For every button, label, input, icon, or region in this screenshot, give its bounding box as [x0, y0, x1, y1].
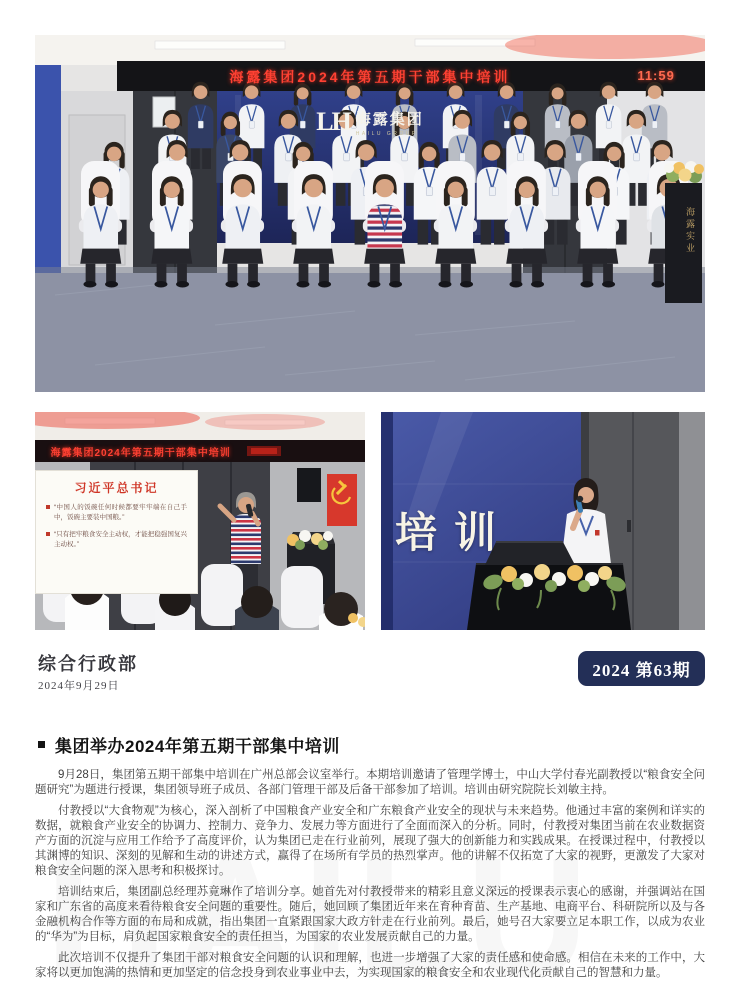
paragraph-1: 9月28日，集团第五期干部集中培训在广州总部会议室举行。本期培训邀请了管理学博士，中山大学付春光副教授以“粮食安全问题研究”为题进行授课，集团领导班子成员、各部门管理干部及后备干部参加了培训。培训由研究院院长刘敏主持。	[35, 769, 705, 796]
logo-monogram: LH	[316, 107, 350, 136]
party-flag	[327, 474, 357, 526]
screen-logo	[316, 107, 424, 137]
paragraph-2: 付教授以“大食物观”为核心，深入剖析了中国粮食产业安全和广东粮食产业安全的现状与未来趋势。他通过丰富的案例和详实的数据，就粮食产业安全的协调力、控制力、竞争力、发展力等方面进行了全面而深入的分析。同时，付教授对集团当前在农业数据资产方面的沉淀与应用工作给予了高度评价，认为集团已走在行业前列，展现了强大的创新能力和实践成果。在授课过程中，付教授以其渊博的知识、深刻的见解和生动的讲述方式，赢得了在场所有学员的热烈掌声。他的讲解不仅拓宽了大家的视野，更激发了大家对粮食安全问题的深入思考和积极探讨。	[35, 805, 705, 877]
slide-title: 习近平总书记	[74, 481, 159, 495]
logo-subtitle: HAILU GROUP	[355, 130, 418, 137]
led-banner: 海露集团2024年第五期干部集中培训	[229, 69, 511, 85]
led-clock: 11:59	[637, 68, 675, 83]
article-title: 集团举办2024年第五期干部集中培训	[55, 737, 340, 756]
issue-date: 2024年9月29日	[38, 680, 120, 692]
group-photo	[35, 35, 705, 392]
department-name: 综合行政部	[38, 654, 138, 674]
stand-label: 海露实业	[685, 207, 695, 255]
led-banner: 海露集团2024年第五期干部集中培训	[50, 447, 231, 459]
bullet-marker	[46, 532, 50, 536]
issue-badge: 2024 第63期	[578, 651, 705, 686]
wall-text: 培训	[395, 511, 514, 557]
logo-name: 海露集团	[355, 111, 424, 128]
article-title-row	[38, 732, 340, 757]
title-bullet-square	[38, 741, 45, 748]
bullet-marker	[46, 505, 50, 509]
lecture-photo	[35, 412, 365, 630]
article-body	[35, 768, 705, 987]
paragraph-4: 此次培训不仅提升了集团干部对粮食安全问题的认识和理解，也进一步增强了大家的责任感和使命感。相信在未来的工作中，大家将以更加饱满的热情和更加坚定的信念投身到农业事业中去，为实现国家的粮食安全和农业现代化贡献自己的智慧和力量。	[35, 952, 705, 979]
projection-slide	[35, 470, 198, 594]
podium-photo	[381, 412, 705, 630]
striped-shirt	[367, 204, 402, 248]
slide-quote-1: “中国人的饭碗任何时候都要牢牢端在自己手中，饭碗主要装中国粮。”	[54, 504, 187, 522]
slide-quote-2: “只有把牢粮食安全主动权，才能把稳强国复兴主动权。”	[54, 531, 187, 549]
paragraph-3: 培训结束后，集团副总经理苏竟琳作了培训分享。她首先对付教授带来的精彩且意义深远的授课表示衷心的感谢，并强调站在国家和广东省的高度来看待粮食安全问题的重要性。随后，她回顾了集团近年来在育种育苗、生产基地、电商平台、科研院所以及与各金融机构合作等方面的布局和成就，指出集团一直紧跟国家大政方针走在行业前列。最后，她号召大家要立足本职工作，以成为农业的“华为”为目标，肩负起国家粮食安全的责任担当，为国家的农业发展贡献自己的力量。	[35, 886, 705, 943]
